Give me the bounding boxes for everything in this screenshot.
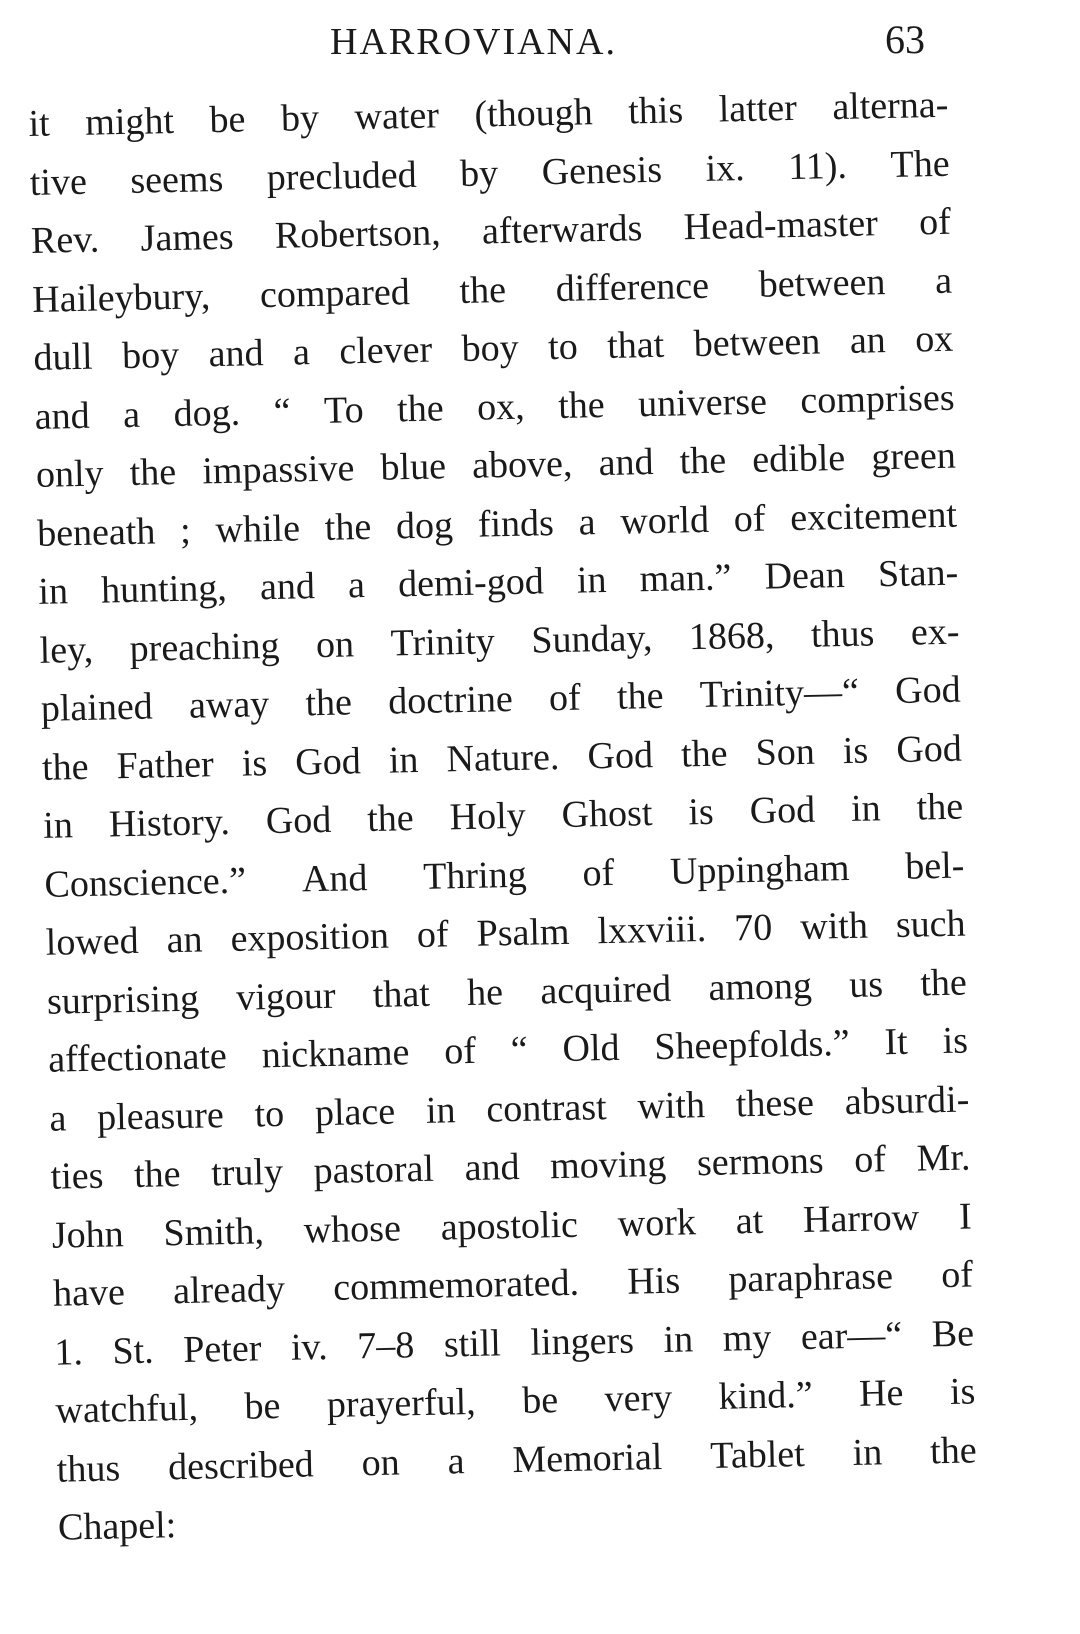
word: God — [294, 739, 362, 784]
word: tive — [29, 160, 88, 204]
word: it — [28, 102, 51, 145]
word: in — [37, 570, 69, 613]
word: the — [324, 505, 372, 549]
word: and — [208, 332, 264, 376]
word: the — [129, 450, 177, 494]
word: seems — [129, 157, 224, 202]
word: apostolic — [440, 1203, 579, 1249]
word: in — [388, 738, 419, 782]
word: 11). — [787, 144, 848, 188]
word: a — [347, 564, 366, 607]
word: of — [443, 1029, 477, 1073]
word: described — [167, 1442, 315, 1488]
word: demi-god — [397, 560, 545, 606]
word: Sheepfolds.” — [653, 1022, 851, 1069]
word: clever — [338, 328, 433, 373]
word: His — [626, 1259, 681, 1303]
word: precluded — [266, 153, 418, 199]
word: Psalm — [476, 910, 570, 955]
word: a — [934, 259, 953, 302]
word: and — [34, 394, 91, 438]
word: the — [396, 386, 445, 430]
word: still — [443, 1321, 502, 1366]
word: Father — [116, 742, 215, 787]
word: lowed — [45, 919, 140, 964]
word: God — [894, 668, 962, 712]
word: excitement — [789, 493, 958, 539]
word: an — [166, 918, 203, 962]
word: boy — [461, 326, 520, 370]
word: Genesis — [541, 148, 663, 193]
word: 1. — [53, 1330, 84, 1374]
word: very — [604, 1376, 673, 1421]
word: us — [848, 962, 884, 1006]
word: universe — [637, 380, 768, 425]
word: ear—“ — [800, 1313, 903, 1358]
word: man.” — [639, 556, 732, 601]
word: nickname — [261, 1031, 410, 1077]
word: affectionate — [47, 1035, 228, 1081]
word: the — [916, 785, 964, 829]
word: iv. — [290, 1325, 329, 1369]
body-text — [28, 76, 978, 1557]
word: contrast — [485, 1085, 608, 1131]
word: the — [929, 1428, 978, 1472]
word: hunting, — [100, 566, 228, 612]
word: lingers — [530, 1319, 635, 1364]
word: Be — [931, 1311, 975, 1355]
word: : — [165, 1504, 177, 1547]
word: alterna- — [831, 83, 949, 129]
word: finds — [477, 501, 555, 546]
word: Harrow — [802, 1196, 920, 1241]
word: Haileybury, — [31, 274, 211, 321]
word: of — [918, 200, 952, 244]
word: lxxviii. — [597, 907, 707, 953]
word: green — [870, 434, 957, 479]
word: boy — [121, 333, 180, 378]
word: impassive — [201, 447, 355, 493]
word: away — [188, 683, 270, 727]
word: Dean — [764, 554, 846, 598]
word: prayerful, — [326, 1380, 477, 1427]
word: a — [122, 393, 141, 436]
word: at — [735, 1199, 764, 1242]
word: dog. — [173, 391, 241, 435]
word: 70 — [733, 906, 773, 950]
word: between — [693, 320, 821, 366]
word: of — [582, 851, 615, 895]
word: plained — [40, 685, 154, 730]
word: paraphrase — [727, 1255, 894, 1301]
word: of — [416, 913, 449, 957]
word: blue — [380, 445, 447, 489]
word: in — [425, 1088, 456, 1132]
word: sermons — [696, 1139, 825, 1185]
word: exposition — [230, 914, 390, 960]
word: that — [372, 972, 431, 1016]
word: Head-master — [683, 202, 879, 249]
word: a — [578, 500, 596, 544]
word: world — [619, 498, 710, 543]
word: the — [366, 797, 415, 841]
word: Holy — [449, 794, 527, 839]
word: ; — [179, 509, 192, 552]
word: vigour — [235, 974, 336, 1019]
word: above, — [471, 442, 573, 487]
word: ley, — [39, 628, 94, 672]
word: between — [758, 260, 886, 306]
word: thus — [810, 611, 875, 656]
word: 7–8 — [356, 1323, 415, 1367]
word: of — [853, 1138, 887, 1181]
word: might — [84, 99, 175, 144]
word: I — [958, 1194, 973, 1238]
word: is — [687, 790, 715, 834]
word: Son — [755, 730, 816, 774]
word: beneath — [36, 509, 156, 555]
word: on — [361, 1441, 401, 1484]
page-number: 63 — [885, 17, 925, 62]
word: bel- — [904, 844, 965, 888]
word: pastoral — [313, 1147, 435, 1193]
word: moving — [549, 1142, 667, 1188]
word: the — [616, 674, 664, 718]
word: God — [587, 733, 654, 777]
word: dull — [33, 335, 94, 379]
word: ix. — [705, 146, 746, 190]
word: be — [521, 1379, 559, 1422]
word: on — [315, 622, 355, 666]
word: absurdi- — [844, 1078, 970, 1123]
word: and — [598, 440, 654, 485]
word: latter — [718, 86, 798, 131]
word: Chapel — [57, 1504, 167, 1549]
word: the — [557, 383, 606, 427]
word: dog — [395, 503, 454, 547]
word: 1868, — [688, 613, 775, 658]
word: is — [241, 741, 268, 785]
word: my — [722, 1316, 772, 1360]
word: such — [895, 902, 966, 947]
word: that — [606, 323, 665, 367]
word: Mr. — [916, 1136, 971, 1180]
word: ex- — [910, 610, 960, 654]
word: be — [209, 98, 246, 142]
word: ox, — [476, 385, 526, 429]
word: doctrine — [387, 677, 514, 723]
word: and — [259, 565, 316, 609]
word: with — [636, 1083, 706, 1127]
word: truly — [210, 1150, 284, 1195]
word: difference — [555, 264, 710, 310]
word: by — [459, 151, 499, 195]
word: ox — [914, 317, 954, 361]
word: John — [51, 1212, 125, 1257]
word: Sunday, — [530, 616, 653, 662]
word: the — [133, 1153, 181, 1197]
word: this — [627, 89, 684, 133]
word: Uppingham — [669, 846, 850, 893]
word: The — [890, 142, 950, 186]
word: “ — [273, 390, 291, 433]
word: the — [459, 268, 507, 312]
word: an — [849, 319, 887, 362]
word: a — [447, 1439, 465, 1483]
word: a — [48, 1096, 67, 1140]
word: And — [301, 856, 368, 900]
word: Robertson, — [274, 211, 442, 257]
word: and — [464, 1145, 520, 1190]
word: “ — [510, 1028, 529, 1072]
word: kind.” — [718, 1373, 814, 1418]
word: James — [140, 215, 234, 260]
word: already — [172, 1267, 286, 1313]
word: edible — [751, 436, 846, 481]
word: watchful, — [55, 1386, 199, 1432]
word: to — [547, 325, 579, 369]
word: is — [942, 1019, 969, 1063]
word: the — [679, 439, 727, 483]
word: he — [466, 970, 504, 1014]
word: water — [354, 94, 440, 139]
word: Stan- — [877, 551, 959, 596]
word: of — [733, 497, 766, 540]
word: to — [254, 1092, 285, 1135]
word: in — [576, 558, 607, 602]
word: commemorated. — [332, 1261, 580, 1309]
word: Old — [562, 1026, 620, 1071]
word: in — [663, 1317, 694, 1361]
word: Memorial — [512, 1435, 663, 1481]
word: It — [884, 1020, 909, 1064]
word: work — [617, 1200, 697, 1245]
word: pleasure — [96, 1093, 225, 1139]
word: To — [323, 388, 365, 432]
word: God — [895, 727, 963, 771]
word: a — [292, 331, 311, 374]
word: only — [35, 452, 104, 496]
word: by — [280, 96, 320, 140]
word: Thring — [422, 853, 528, 898]
word: be — [244, 1385, 281, 1428]
word: the — [919, 961, 968, 1005]
word: among — [708, 964, 813, 1009]
word: have — [52, 1271, 126, 1315]
word: with — [799, 904, 869, 949]
word: Rev. — [30, 218, 100, 262]
word: surprising — [46, 977, 200, 1023]
word: Peter — [182, 1326, 262, 1371]
word: Ghost — [561, 792, 653, 836]
word: History. — [108, 800, 231, 846]
word: is — [949, 1370, 976, 1413]
word: preaching — [129, 624, 280, 670]
word: thus — [56, 1446, 121, 1491]
word: in — [852, 1430, 883, 1474]
word: of — [548, 676, 582, 720]
word: these — [735, 1081, 815, 1125]
word: whose — [303, 1206, 402, 1251]
word: the — [41, 745, 89, 789]
word: Nature. — [446, 735, 560, 780]
word: the — [305, 681, 353, 725]
word: God — [749, 788, 816, 833]
word: Conscience.” — [44, 859, 247, 906]
word: (though — [474, 91, 594, 136]
word: God — [265, 798, 332, 843]
word: comprises — [799, 376, 955, 422]
running-title: HARROVIANA. — [330, 21, 617, 63]
word: Trinity — [390, 619, 496, 665]
word: Tablet — [709, 1432, 806, 1477]
word: of — [940, 1253, 974, 1297]
word: St. — [112, 1329, 155, 1373]
word: in — [42, 804, 74, 847]
word: compared — [259, 270, 411, 316]
word: afterwards — [481, 207, 643, 253]
word: Smith, — [163, 1209, 265, 1254]
word: ties — [50, 1154, 104, 1198]
word: place — [314, 1090, 396, 1134]
word: while — [215, 506, 301, 551]
word: He — [858, 1371, 904, 1415]
word: acquired — [539, 967, 672, 1012]
word: Trinity—“ — [699, 670, 860, 717]
word: in — [850, 787, 882, 830]
word: is — [842, 729, 869, 772]
word: the — [680, 732, 728, 775]
